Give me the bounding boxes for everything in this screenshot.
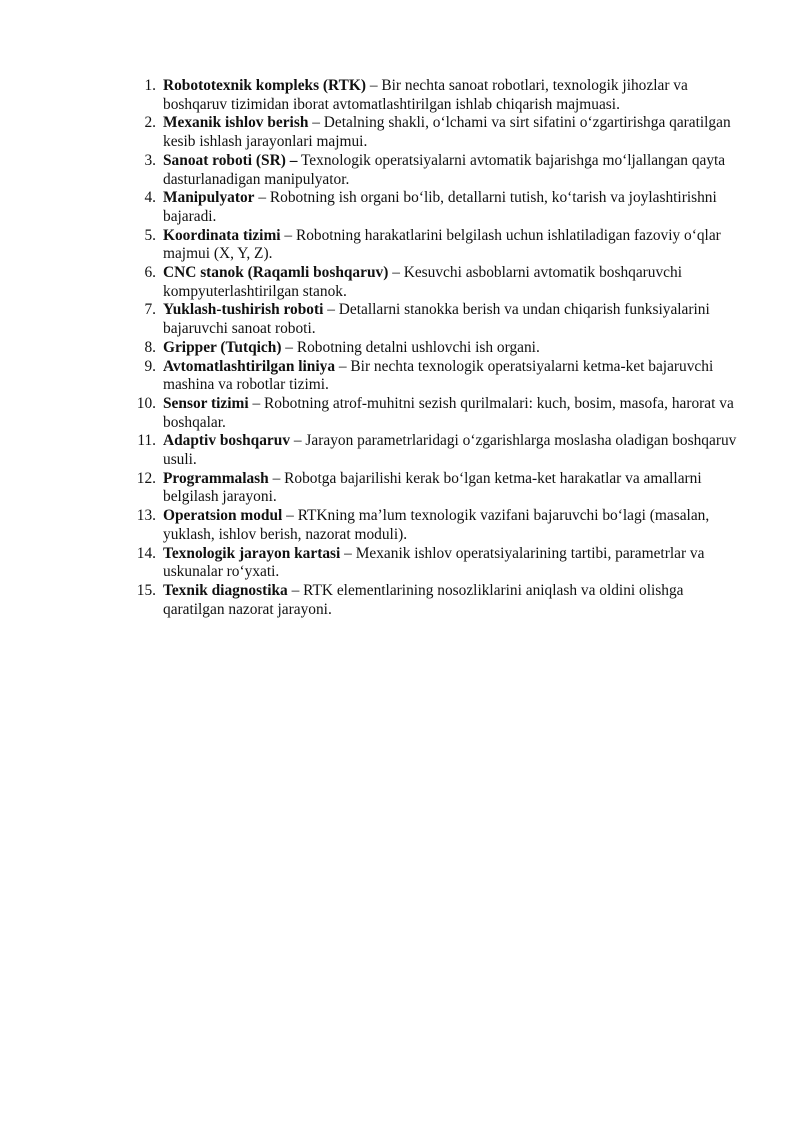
item-term: Programmalash [163,469,269,487]
item-definition: – RTKning ma’lum texnologik vazifani bajaruvchi bo‘lagi (masalan, yuklash, ishlov berish, nazorat moduli). [163,507,710,543]
item-number: 13. [136,507,156,525]
item-number: 3. [144,151,156,169]
list-item [128,301,748,338]
item-number: 10. [136,394,156,412]
item-term: Texnologik jarayon kartasi [163,544,341,562]
item-term: Adaptiv boshqaruv [163,432,291,450]
list-item [128,227,748,264]
glossary-list [128,77,748,619]
item-term: CNC stanok (Raqamli boshqaruv) [163,264,389,282]
item-term: Gripper (Tutqich) [163,338,282,356]
item-definition: – Detalning shakli, o‘lchami va sirt sifatini o‘zgartirishga qaratilgan kesib ishlash jarayonlari majmui. [163,114,731,151]
item-definition: Texnologik operatsiyalarni avtomatik bajarishga mo‘ljallangan qayta dasturlanadigan manipulyator. [163,151,726,188]
list-item [128,152,748,189]
item-definition: – Robotga bajarilishi kerak bo‘lgan ketma-ket harakatlar va amallarni belgilash jarayoni. [163,469,702,506]
item-term: Manipulyator [163,189,255,207]
item-number: 5. [144,226,156,244]
item-number: 14. [136,544,156,562]
item-term: Texnik diagnostika [163,581,288,599]
item-definition: – Mexanik ishlov operatsiyalarining tartibi, parametrlar va uskunalar ro‘yxati. [163,544,705,581]
item-number: 12. [136,469,156,487]
item-definition: – Bir nechta texnologik operatsiyalarni ketma-ket bajaruvchi mashina va robotlar tizimi. [163,357,714,394]
list-item [128,395,748,432]
list-item [128,339,748,358]
item-term: Sanoat roboti (SR) – [163,151,298,169]
list-item [128,470,748,507]
item-number: 6. [144,264,156,282]
item-term: Sensor tizimi [163,394,249,412]
item-term: Yuklash-tushirish roboti [163,301,324,319]
list-item [128,507,748,544]
item-term: Operatsion modul [163,507,283,525]
item-term: Koordinata tizimi [163,226,281,244]
item-definition: – Kesuvchi asboblarni avtomatik boshqaruvchi kompyuterlashtirilgan stanok. [163,264,682,300]
list-item [128,545,748,582]
item-number: 11. [137,432,156,450]
item-term: Mexanik ishlov berish [163,114,309,132]
item-number: 9. [144,357,156,375]
list-item [128,582,748,619]
item-term: Avtomatlashtirilgan liniya [163,357,336,375]
item-definition: – Robotning ish organi bo‘lib, detallarni tutish, ko‘tarish va joylashtirishni bajaradi. [163,189,717,225]
item-definition: – Bir nechta sanoat robotlari, texnologik jihozlar va boshqaruv tizimidan iborat avtomatlashtirilgan ishlab chiqarish majmuasi. [163,77,688,113]
item-term: Robototexnik kompleks (RTK) [163,77,366,94]
list-item [128,114,748,151]
list-item [128,264,748,301]
item-number: 8. [144,338,156,356]
item-number: 4. [144,189,156,207]
list-item [128,432,748,469]
item-number: 15. [136,581,156,599]
item-definition: – Robotning harakatlarini belgilash uchun ishlatiladigan fazoviy o‘qlar majmui (X, Y, Z). [163,226,721,263]
item-definition: – Jarayon parametrlaridagi o‘zgarishlarga moslasha oladigan boshqaruv usuli. [163,432,737,469]
item-number: 7. [144,301,156,319]
item-definition: – Robotning atrof-muhitni sezish qurilmalari: kuch, bosim, masofa, harorat va boshqalar. [163,394,734,431]
item-number: 1. [144,77,156,94]
list-item [128,358,748,395]
item-number: 2. [144,114,156,132]
list-item [128,77,748,114]
item-definition: – Detallarni stanokka berish va undan chiqarish funksiyalarini bajaruvchi sanoat roboti. [163,301,710,338]
list-item [128,189,748,226]
item-definition: – RTK elementlarining nosozliklarini aniqlash va oldini olishga qaratilgan nazorat jarayoni. [163,581,684,618]
item-definition: – Robotning detalni ushlovchi ish organi. [281,338,540,356]
